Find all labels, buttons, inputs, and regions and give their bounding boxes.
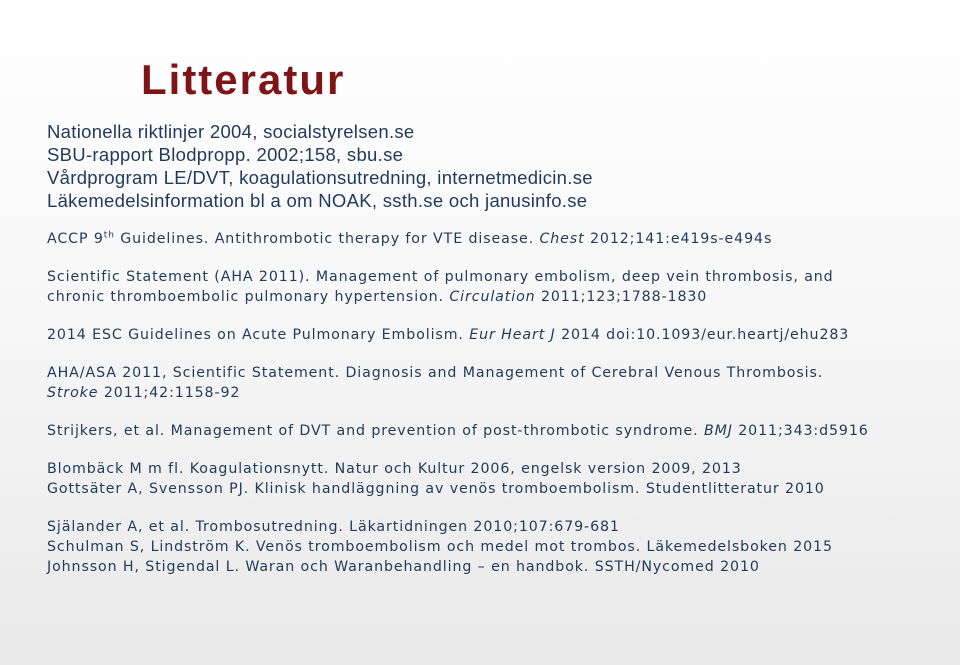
aha2011-line2-post: 2011;123;1788-1830 — [535, 289, 708, 305]
reference-swedish-group-b — [47, 517, 833, 577]
aha2011-line2 — [47, 287, 834, 307]
accp-pre: ACCP 9 — [47, 231, 104, 247]
national-item: Vårdprogram LE/DVT, koagulationsutredning, internetmedicin.se — [47, 167, 593, 188]
reference-aha-asa — [47, 363, 823, 403]
esc2014-post: 2014 doi:10.1093/eur.heartj/ehu283 — [555, 327, 850, 343]
reference-accp — [47, 229, 772, 249]
accp-sup: th — [103, 230, 115, 241]
aha2011-line2-pre: chronic thromboembolic pulmonary hypertension. — [47, 289, 450, 305]
national-item: Läkemedelsinformation bl a om NOAK, ssth.se och janusinfo.se — [47, 190, 588, 211]
swedish-b-item: Johnsson H, Stigendal L. Waran och Waranbehandling – en handbok. SSTH/Nycomed 2010 — [47, 559, 760, 575]
slide-title: Litteratur — [141, 56, 346, 103]
accp-journal: Chest — [539, 231, 585, 247]
swedish-a-item: Blombäck M m fl. Koagulationsnytt. Natur och Kultur 2006, engelsk version 2009, 2013 — [47, 461, 742, 477]
ahaasa-line2 — [47, 383, 823, 403]
reference-swedish-group-a — [47, 459, 825, 499]
strijkers-pre: Strijkers, et al. Management of DVT and prevention of post-thrombotic syndrome. — [47, 423, 704, 439]
national-guidelines-list — [47, 120, 593, 212]
swedish-b-item: Själander A, et al. Trombosutredning. Läkartidningen 2010;107:679-681 — [47, 519, 620, 535]
reference-aha-2011 — [47, 267, 834, 307]
strijkers-journal: BMJ — [703, 423, 733, 439]
national-item: SBU-rapport Blodpropp. 2002;158, sbu.se — [47, 144, 404, 165]
esc2014-pre: 2014 ESC Guidelines on Acute Pulmonary Embolism. — [47, 327, 470, 343]
ahaasa-line1: AHA/ASA 2011, Scientific Statement. Diagnosis and Management of Cerebral Venous Thrombosis. — [47, 365, 824, 381]
ahaasa-line2-post: 2011;42:1158-92 — [98, 385, 241, 401]
aha2011-line1: Scientific Statement (AHA 2011). Management of pulmonary embolism, deep vein thrombosis, and — [47, 269, 834, 285]
swedish-b-item: Schulman S, Lindström K. Venös tromboembolism och medel mot trombos. Läkemedelsboken 2015 — [47, 539, 833, 555]
reference-esc-2014 — [47, 325, 849, 345]
strijkers-post: 2011;343:d5916 — [732, 423, 869, 439]
national-item: Nationella riktlinjer 2004, socialstyrelsen.se — [47, 121, 415, 142]
accp-post: 2012;141:e419s-e494s — [584, 231, 773, 247]
reference-strijkers — [47, 421, 869, 441]
ahaasa-journal: Stroke — [47, 385, 99, 401]
accp-mid: Guidelines. Antithrombotic therapy for VTE disease. — [114, 231, 540, 247]
esc2014-journal: Eur Heart J — [469, 327, 556, 343]
swedish-a-item: Gottsäter A, Svensson PJ. Klinisk handläggning av venös tromboembolism. Studentlitteratur 2010 — [47, 481, 825, 497]
aha2011-journal: Circulation — [449, 289, 536, 305]
